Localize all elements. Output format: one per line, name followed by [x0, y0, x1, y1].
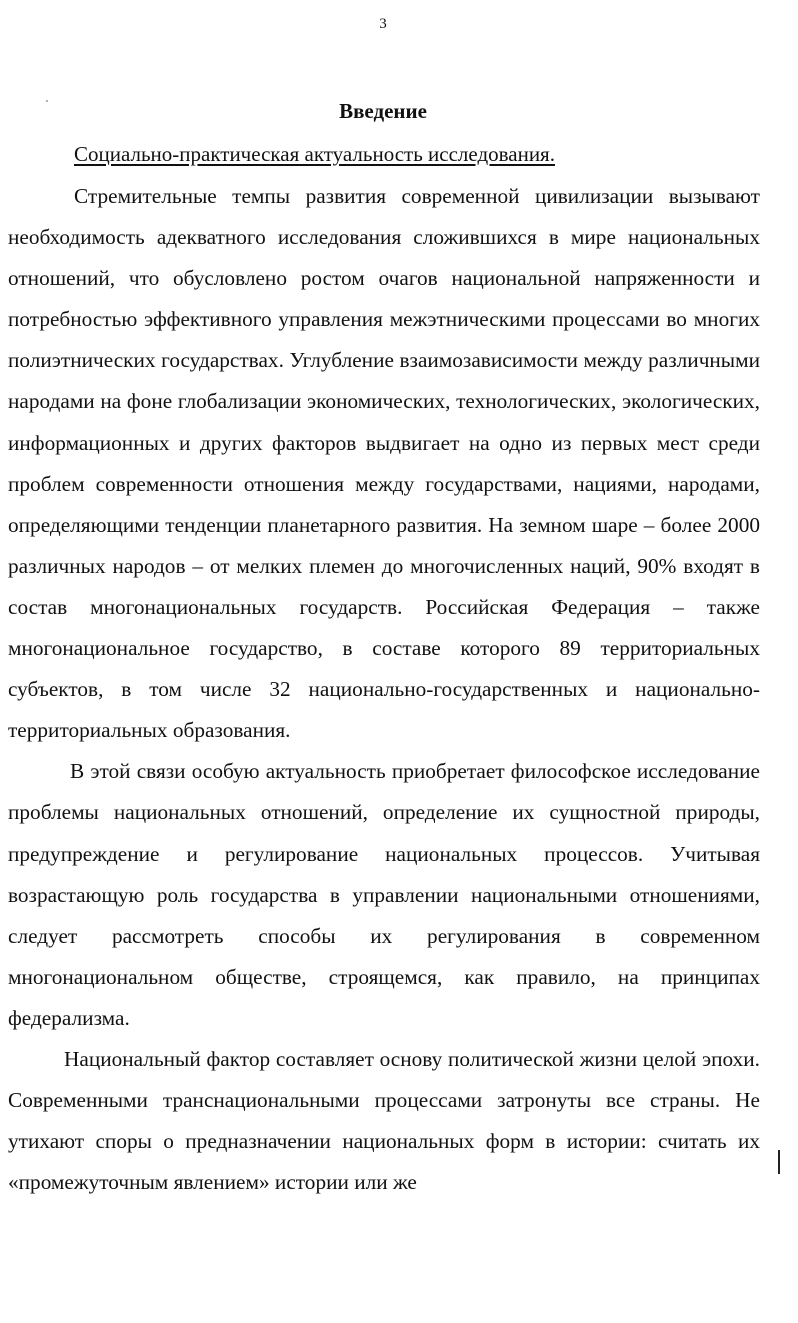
- page-number: 3: [379, 16, 387, 32]
- margin-mark: [778, 1150, 780, 1174]
- paragraph-1: Стремительные темпы развития современной цивилизации вызывают необходимость адекватного исследования сложившихся в мире национальных отношений, что обусловлено ростом очагов национальной напряженности и потребностью эффективного управления межэтническими процессами во многих полиэтнических государствах. Углубление взаимозависимости между различными народами на фоне глобализации экономических, технологических, экологических, информационных и других факторов выдвигает на одно из первых мест среди проблем современности отношения между государствами, нациями, народами, определяющими тенденции планетарного развития. На земном шаре – более 2000 различных народов – от мелких племен до многочисленных наций, 90% входят в состав многонациональных государств. Российская Федерация – также многонациональное государство, в составе которого 89 территориальных субъектов, в том числе 32 национально-государственных и национально-территориальных образования.: [8, 184, 760, 743]
- paragraph-2: В этой связи особую актуальность приобретает философское исследование проблемы национальных отношений, определение их сущностной природы, предупреждение и регулирование национальных процессов. Учитывая возрастающую роль государства в управлении национальными отношениями, следует рассмотреть способы их регулирования в современном многонациональном обществе, строящемся, как правило, на принципах федерализма.: [8, 759, 760, 1030]
- body-text: [8, 176, 760, 1203]
- scan-speck: [46, 100, 48, 102]
- section-subtitle: Социально-практическая актуальность исследования.: [74, 142, 555, 166]
- paragraph-3: Национальный фактор составляет основу политической жизни целой эпохи. Современными транснациональными процессами затронуты все страны. Не утихают споры о предназначении национальных форм в истории: считать их «промежуточным явлением» истории или же: [8, 1046, 760, 1195]
- section-title: Введение: [339, 99, 427, 123]
